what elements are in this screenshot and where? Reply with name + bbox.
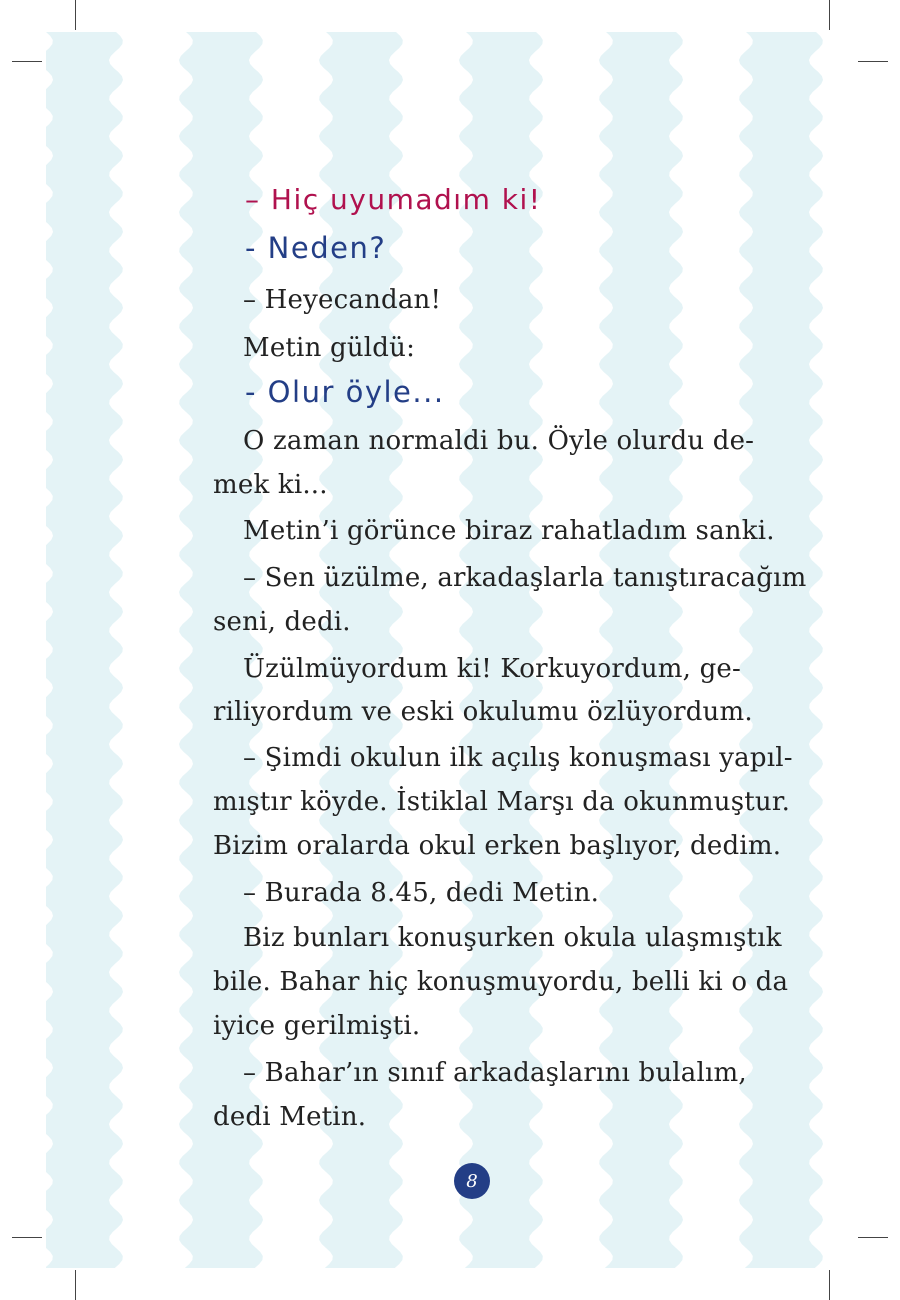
paragraph-line: – Sen üzülme, arkadaşlarla tanıştıracağım	[243, 563, 807, 593]
dialogue-line: - Neden?	[245, 231, 387, 265]
paragraph-line: seni, dedi.	[213, 607, 351, 637]
crop-mark	[829, 0, 830, 30]
page-number: 8	[466, 1170, 478, 1192]
paragraph-line: mıştır köyde. İstiklal Marşı da okunmuştur.	[213, 787, 791, 817]
paragraph-line: O zaman normaldi bu. Öyle olurdu de-	[243, 426, 755, 456]
dialogue-line: – Hiç uyumadım ki!	[245, 183, 542, 216]
paragraph-line: dedi Metin.	[213, 1102, 367, 1132]
paragraph-line: – Şimdi okulun ilk açılış konuşması yapıl-	[243, 743, 793, 773]
page-number-badge	[454, 1163, 490, 1199]
paragraph-line: – Bahar’ın sınıf arkadaşlarını bulalım,	[243, 1058, 747, 1088]
crop-mark	[858, 61, 888, 62]
paragraph-line: Biz bunları konuşurken okula ulaşmıştık	[243, 923, 782, 953]
crop-mark	[75, 0, 76, 30]
paragraph-line: bile. Bahar hiç konuşmuyordu, belli ki o da	[213, 967, 789, 997]
paragraph-line: mek ki...	[213, 470, 328, 500]
crop-mark	[12, 1237, 42, 1238]
paragraph-line: Bizim oralarda okul erken başlıyor, dedim.	[213, 831, 782, 861]
paragraph-line: Metin’i görünce biraz rahatladım sanki.	[243, 516, 775, 546]
paragraph-line: – Burada 8.45, dedi Metin.	[243, 878, 600, 908]
crop-mark	[12, 61, 42, 62]
dialogue-line: - Olur öyle...	[245, 375, 445, 409]
paragraph-line: riliyordum ve eski okulumu özlüyordum.	[213, 697, 753, 727]
crop-mark	[858, 1237, 888, 1238]
wavy-stripe	[739, 32, 823, 1268]
paragraph-line: iyice gerilmişti.	[213, 1011, 421, 1041]
narration-line: Metin güldü:	[243, 333, 416, 363]
crop-mark	[75, 1270, 76, 1300]
paragraph-line: Üzülmüyordum ki! Korkuyordum, ge-	[243, 654, 741, 684]
dialogue-line: – Heyecandan!	[243, 285, 442, 315]
wavy-stripe	[46, 32, 123, 1268]
crop-mark	[829, 1270, 830, 1300]
